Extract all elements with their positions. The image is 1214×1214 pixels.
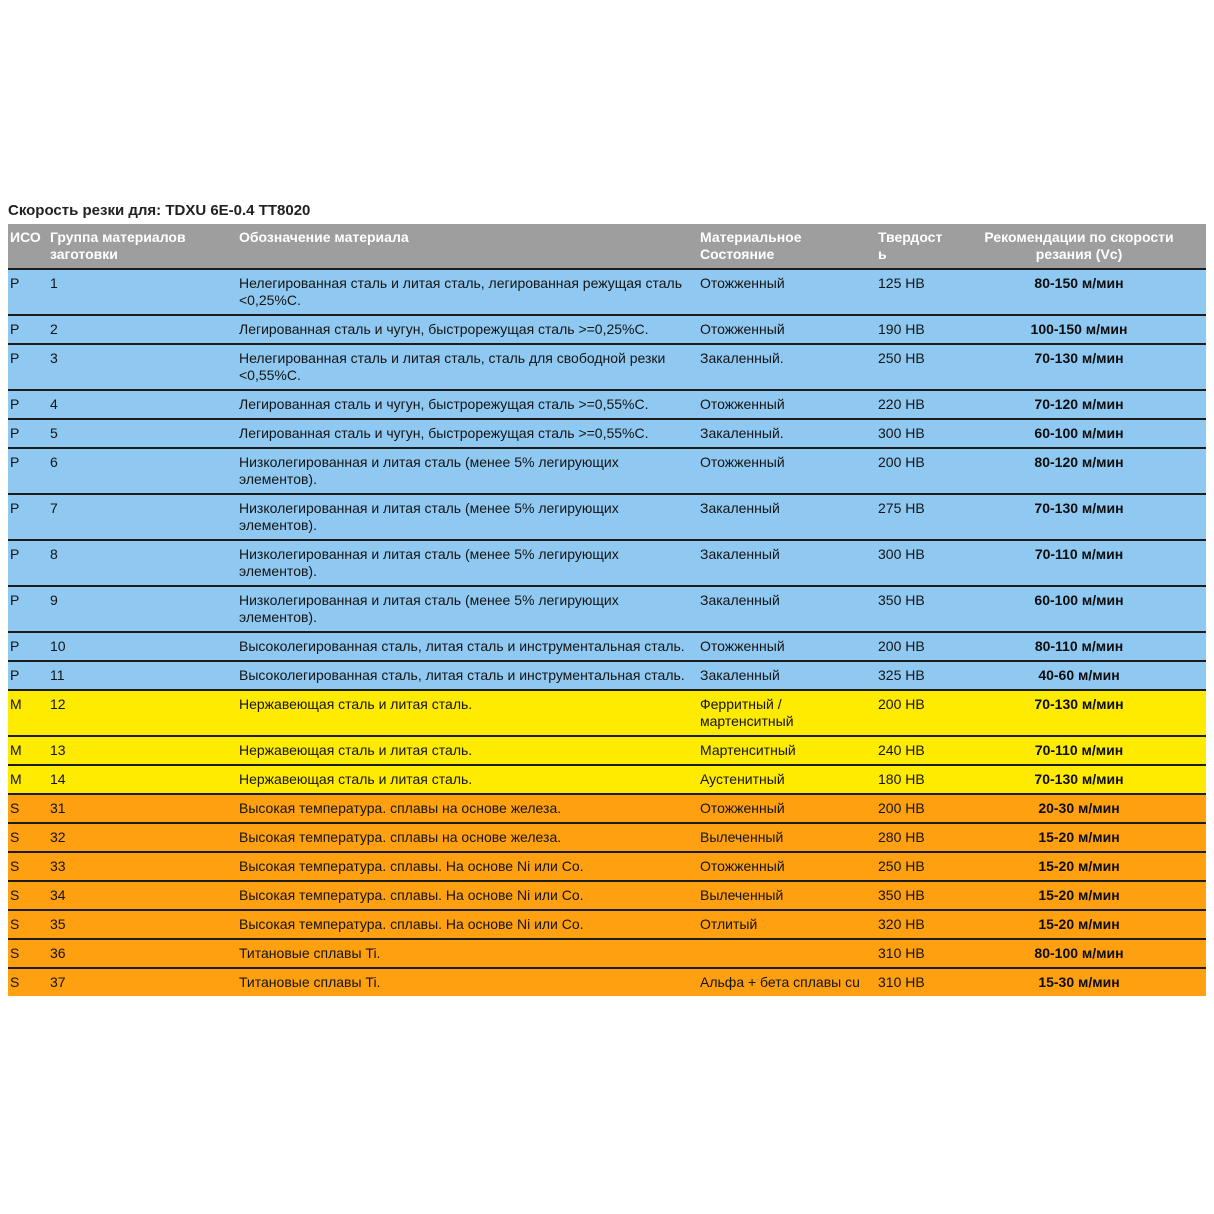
condition-cell: Аустенитный [700, 771, 785, 787]
table-row [8, 269, 1206, 315]
iso-cell: S [10, 974, 20, 990]
hardness-cell: 310 HB [878, 945, 925, 961]
speed-cell: 60-100 м/мин [1034, 592, 1124, 608]
table-row [8, 390, 1206, 419]
hardness-cell: 250 HB [878, 858, 925, 874]
header-hardness: Твердость [876, 224, 956, 269]
hardness-cell: 350 HB [878, 592, 925, 608]
designation-cell: Низколегированная и литая сталь (менее 5% легирующих элементов). [239, 454, 619, 487]
header-designation: Обозначение материала [237, 224, 698, 269]
table-row [8, 494, 1206, 540]
table-row [8, 736, 1206, 765]
designation-cell: Нержавеющая сталь и литая сталь. [239, 696, 473, 712]
designation-cell: Высокая температура. сплавы. На основе Ni или Co. [239, 858, 584, 874]
condition-cell: Закаленный [700, 546, 780, 562]
table-header [8, 224, 1206, 269]
header-condition: Материальное Состояние [698, 224, 876, 269]
hardness-cell: 200 HB [878, 800, 925, 816]
header-row [8, 224, 1206, 269]
designation-cell: Высокая температура. сплавы. На основе Ni или Co. [239, 887, 584, 903]
hardness-cell: 300 HB [878, 546, 925, 562]
designation-cell: Низколегированная и литая сталь (менее 5% легирующих элементов). [239, 592, 619, 625]
condition-cell: Мартенситный [700, 742, 796, 758]
condition-cell: Вылеченный [700, 887, 784, 903]
group-cell: 2 [50, 321, 58, 337]
table-row [8, 315, 1206, 344]
designation-cell: Низколегированная и литая сталь (менее 5% легирующих элементов). [239, 500, 619, 533]
hardness-cell: 300 HB [878, 425, 925, 441]
condition-cell: Закаленный [700, 592, 780, 608]
speed-cell: 20-30 м/мин [1038, 800, 1120, 816]
condition-cell: Закаленный. [700, 350, 784, 366]
condition-cell: Отлитый [700, 916, 758, 932]
speed-cell: 70-110 м/мин [1034, 546, 1124, 562]
table-row [8, 661, 1206, 690]
table-row [8, 448, 1206, 494]
table-row [8, 540, 1206, 586]
condition-cell: Вылеченный [700, 829, 784, 845]
table-row [8, 823, 1206, 852]
speed-cell: 70-120 м/мин [1034, 396, 1124, 412]
iso-cell: M [10, 696, 22, 712]
table-row [8, 765, 1206, 794]
table-row [8, 968, 1206, 996]
page-title: Скорость резки для: TDXU 6E-0.4 TT8020 [8, 202, 311, 219]
condition-cell: Отожженный [700, 638, 785, 654]
group-cell: 35 [50, 916, 66, 932]
condition-cell: Закаленный [700, 500, 780, 516]
speed-cell: 15-20 м/мин [1038, 887, 1120, 903]
designation-cell: Легированная сталь и чугун, быстрорежущая сталь >=0,55%C. [239, 396, 649, 412]
designation-cell: Нержавеющая сталь и литая сталь. [239, 742, 473, 758]
designation-cell: Нелегированная сталь и литая сталь, сталь для свободной резки <0,55%C. [239, 350, 666, 383]
table-row [8, 632, 1206, 661]
group-cell: 9 [50, 592, 58, 608]
speed-cell: 15-20 м/мин [1038, 829, 1120, 845]
cutting-speed-table [8, 224, 1206, 996]
speed-cell: 15-20 м/мин [1038, 858, 1120, 874]
designation-cell: Высокая температура. сплавы на основе железа. [239, 829, 562, 845]
group-cell: 32 [50, 829, 66, 845]
iso-cell: S [10, 800, 20, 816]
speed-cell: 100-150 м/мин [1030, 321, 1128, 337]
condition-cell: Альфа + бета сплавы cu [700, 974, 860, 990]
header-group: Группа материалов заготовки [48, 224, 237, 269]
designation-cell: Нержавеющая сталь и литая сталь. [239, 771, 473, 787]
iso-cell: P [10, 321, 20, 337]
hardness-cell: 125 HB [878, 275, 925, 291]
hardness-cell: 325 HB [878, 667, 925, 683]
hardness-cell: 190 HB [878, 321, 925, 337]
group-cell: 13 [50, 742, 66, 758]
iso-cell: P [10, 592, 20, 608]
condition-cell: Ферритный / мартенситный [700, 696, 794, 729]
speed-cell: 70-130 м/мин [1034, 771, 1124, 787]
speed-cell: 70-110 м/мин [1034, 742, 1124, 758]
speed-cell: 80-120 м/мин [1034, 454, 1124, 470]
condition-cell: Закаленный. [700, 425, 784, 441]
group-cell: 6 [50, 454, 58, 470]
designation-cell: Легированная сталь и чугун, быстрорежущая сталь >=0,25%C. [239, 321, 649, 337]
hardness-cell: 240 HB [878, 742, 925, 758]
iso-cell: P [10, 667, 20, 683]
condition-cell: Отожженный [700, 800, 785, 816]
iso-cell: P [10, 275, 20, 291]
table-row [8, 586, 1206, 632]
header-iso: ИСО [8, 224, 48, 269]
iso-cell: P [10, 638, 20, 654]
table-body [8, 269, 1206, 996]
table-row [8, 344, 1206, 390]
cutting-speed-section [8, 202, 1206, 996]
group-cell: 11 [50, 667, 65, 683]
header-speed: Рекомендации по скорости резания (Vc) [956, 224, 1206, 269]
designation-cell: Высоколегированная сталь, литая сталь и инструментальная сталь. [239, 638, 685, 654]
iso-cell: M [10, 742, 22, 758]
hardness-cell: 200 HB [878, 696, 925, 712]
group-cell: 8 [50, 546, 58, 562]
hardness-cell: 275 HB [878, 500, 925, 516]
speed-cell: 70-130 м/мин [1034, 500, 1124, 516]
hardness-cell: 200 HB [878, 638, 925, 654]
iso-cell: M [10, 771, 22, 787]
speed-cell: 80-100 м/мин [1034, 945, 1124, 961]
group-cell: 12 [50, 696, 66, 712]
condition-cell: Отожженный [700, 396, 785, 412]
group-cell: 31 [50, 800, 66, 816]
group-cell: 7 [50, 500, 58, 516]
group-cell: 4 [50, 396, 58, 412]
group-cell: 33 [50, 858, 66, 874]
condition-cell: Отожженный [700, 321, 785, 337]
table-row [8, 419, 1206, 448]
table-row [8, 939, 1206, 968]
group-cell: 36 [50, 945, 66, 961]
table-row [8, 794, 1206, 823]
hardness-cell: 350 HB [878, 887, 925, 903]
designation-cell: Титановые сплавы Ti. [239, 974, 381, 990]
iso-cell: P [10, 350, 20, 366]
hardness-cell: 280 HB [878, 829, 925, 845]
speed-cell: 60-100 м/мин [1034, 425, 1124, 441]
speed-cell: 80-150 м/мин [1034, 275, 1124, 291]
iso-cell: S [10, 829, 20, 845]
condition-cell: Отожженный [700, 275, 785, 291]
group-cell: 1 [50, 275, 58, 291]
designation-cell: Легированная сталь и чугун, быстрорежущая сталь >=0,55%C. [239, 425, 649, 441]
speed-cell: 80-110 м/мин [1034, 638, 1124, 654]
group-cell: 5 [50, 425, 58, 441]
table-row [8, 852, 1206, 881]
designation-cell: Высоколегированная сталь, литая сталь и инструментальная сталь. [239, 667, 685, 683]
condition-cell [698, 939, 876, 968]
hardness-cell: 250 HB [878, 350, 925, 366]
designation-cell: Высокая температура. сплавы на основе железа. [239, 800, 562, 816]
designation-cell: Высокая температура. сплавы. На основе Ni или Co. [239, 916, 584, 932]
hardness-cell: 200 HB [878, 454, 925, 470]
group-cell: 3 [50, 350, 58, 366]
iso-cell: S [10, 858, 20, 874]
iso-cell: P [10, 396, 20, 412]
iso-cell: S [10, 945, 20, 961]
table-row [8, 881, 1206, 910]
iso-cell: S [10, 916, 20, 932]
designation-cell: Нелегированная сталь и литая сталь, легированная режущая сталь <0,25%C. [239, 275, 683, 308]
table-row [8, 690, 1206, 736]
speed-cell: 70-130 м/мин [1034, 696, 1124, 712]
speed-cell: 15-20 м/мин [1038, 916, 1120, 932]
hardness-cell: 310 HB [878, 974, 925, 990]
condition-cell: Закаленный [700, 667, 780, 683]
hardness-cell: 320 HB [878, 916, 925, 932]
iso-cell: S [10, 887, 20, 903]
group-cell: 34 [50, 887, 66, 903]
speed-cell: 15-30 м/мин [1038, 974, 1120, 990]
condition-cell: Отожженный [700, 858, 785, 874]
iso-cell: P [10, 425, 20, 441]
condition-cell: Отожженный [700, 454, 785, 470]
group-cell: 37 [50, 974, 66, 990]
iso-cell: P [10, 500, 20, 516]
speed-cell: 40-60 м/мин [1038, 667, 1120, 683]
speed-cell: 70-130 м/мин [1034, 350, 1124, 366]
designation-cell: Титановые сплавы Ti. [239, 945, 381, 961]
group-cell: 10 [50, 638, 66, 654]
table-row [8, 910, 1206, 939]
iso-cell: P [10, 546, 20, 562]
hardness-cell: 180 HB [878, 771, 925, 787]
hardness-cell: 220 HB [878, 396, 925, 412]
group-cell: 14 [50, 771, 66, 787]
iso-cell: P [10, 454, 20, 470]
designation-cell: Низколегированная и литая сталь (менее 5% легирующих элементов). [239, 546, 619, 579]
